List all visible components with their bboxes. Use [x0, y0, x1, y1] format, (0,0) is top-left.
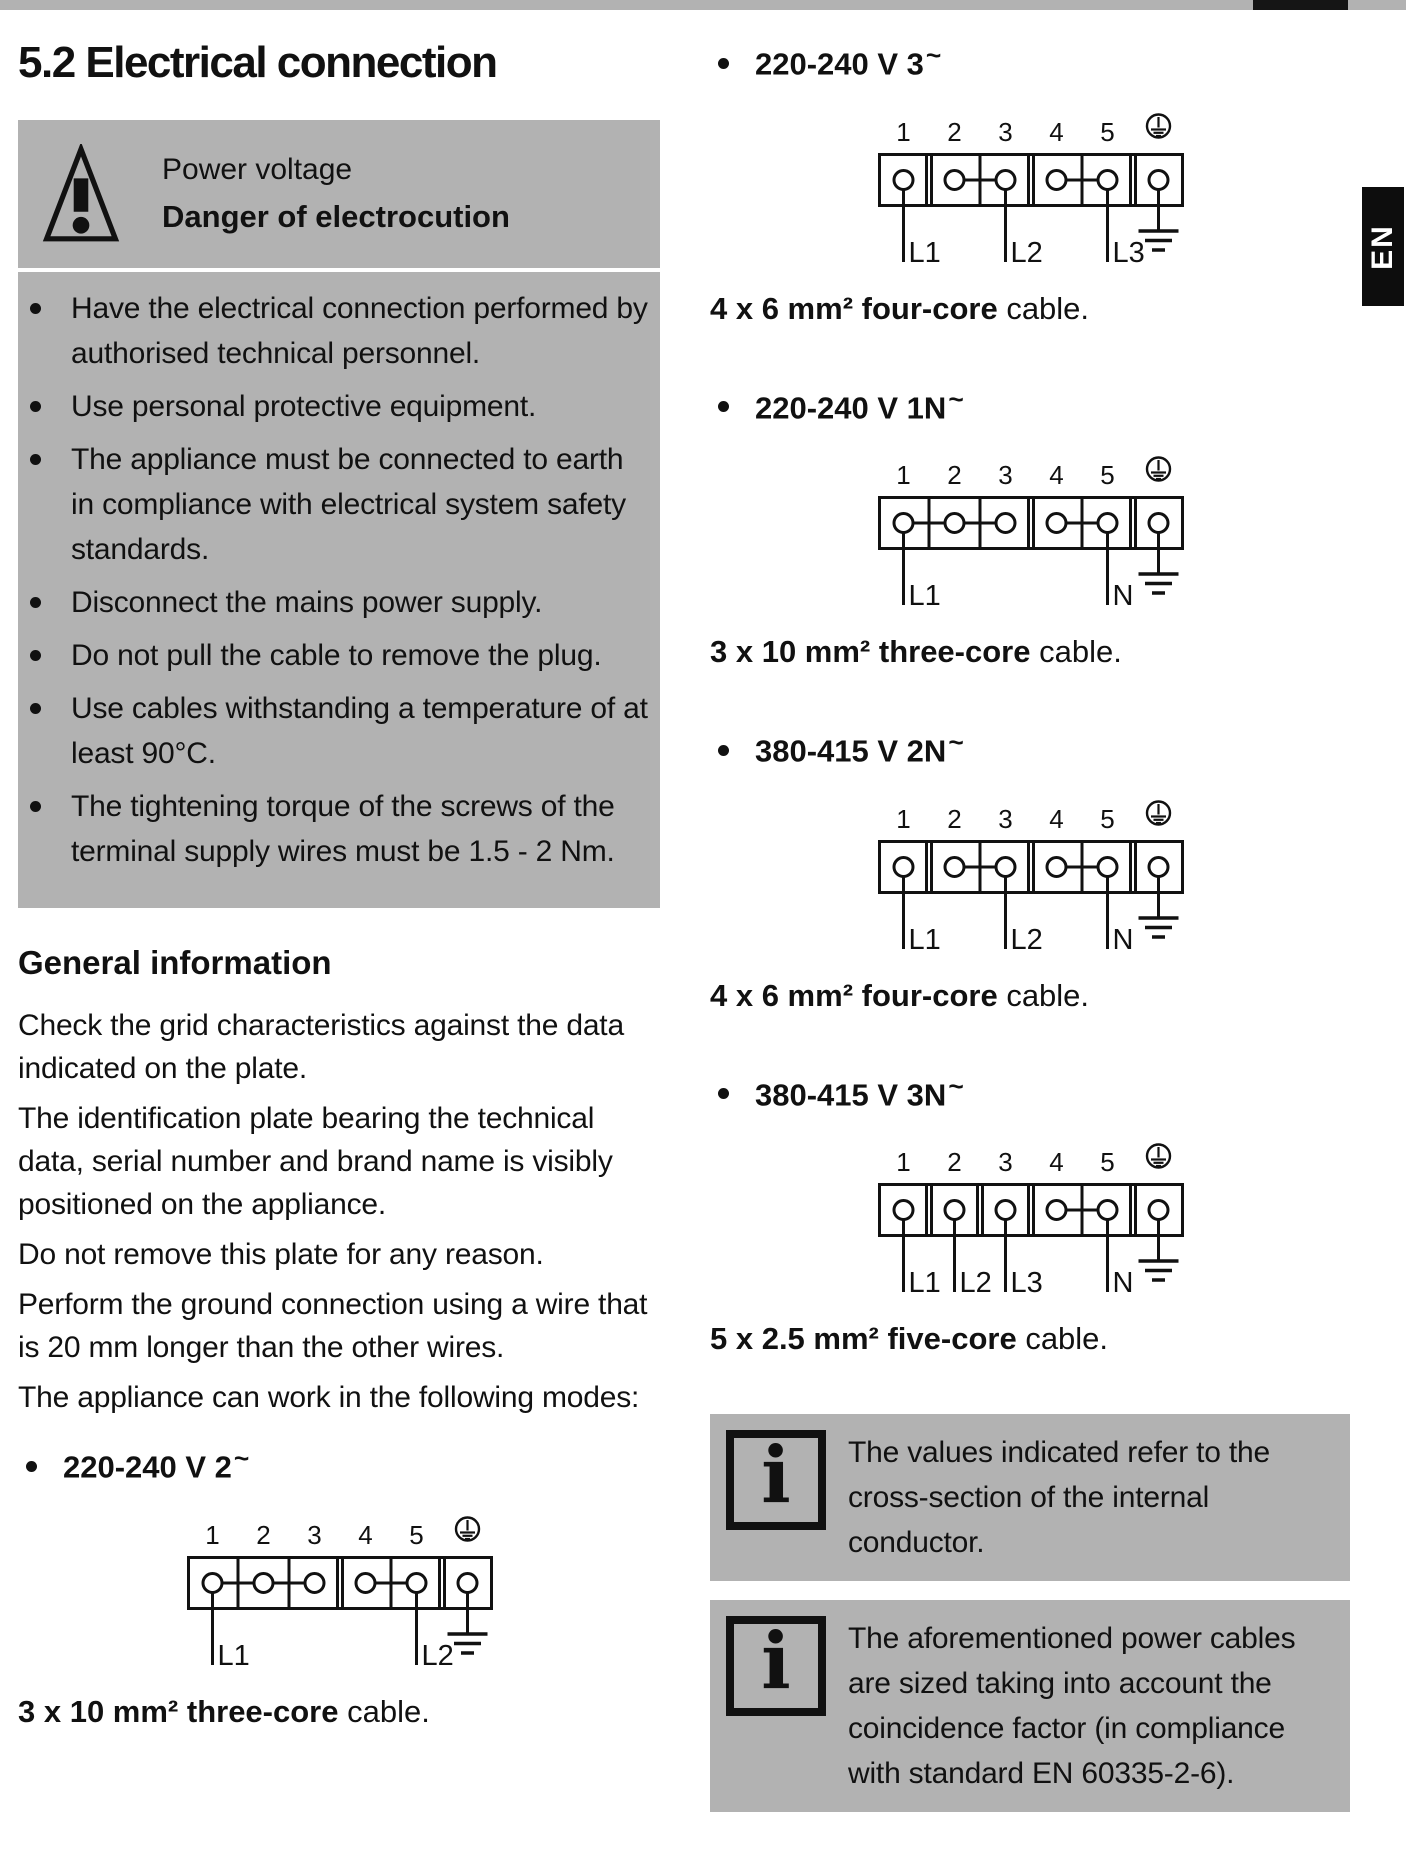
mode-voltage-text: 380-415 V 2N: [755, 733, 947, 769]
cable-caption-regular: cable.: [338, 1693, 430, 1729]
tilde-superscript: ~: [925, 40, 942, 70]
terminal-number: 1: [896, 460, 911, 491]
cable-caption-regular: cable.: [1030, 634, 1122, 670]
bullet-dot: [30, 454, 41, 465]
wire-label: L3: [1112, 236, 1145, 265]
mode-heading: [710, 1071, 1358, 1114]
terminal-number: 1: [896, 1147, 911, 1178]
bullet-dot: [30, 597, 41, 608]
terminal-screw: [996, 170, 1015, 189]
mode-voltage-text: 220-240 V 1N: [755, 390, 947, 426]
terminal-number: 2: [947, 116, 962, 147]
cable-caption-regular: cable.: [1016, 1321, 1109, 1357]
bullet-dot: [30, 650, 41, 661]
cable-caption: [18, 1694, 663, 1730]
right-column: [710, 10, 1358, 1831]
page-top-bar-accent: [1253, 0, 1348, 10]
warning-box-header: [18, 120, 660, 268]
terminal-screw: [894, 514, 913, 533]
left-column: [18, 10, 663, 1831]
terminal-number: 3: [998, 1147, 1013, 1178]
mode-voltage-label: [755, 727, 964, 770]
terminal-screw: [254, 1573, 273, 1592]
general-information-heading: General information: [18, 944, 332, 981]
mode-voltage-text: 220-240 V 3: [755, 46, 924, 82]
terminal-screw: [894, 857, 913, 876]
cable-caption-regular: cable.: [997, 290, 1090, 326]
mode-voltage-label: [755, 384, 964, 427]
warning-triangle-icon: [42, 144, 120, 244]
language-tab: [1362, 187, 1404, 306]
terminal-screw: [1149, 857, 1168, 876]
tilde-superscript: ~: [948, 1070, 964, 1101]
mode-voltage-text: 220-240 V 2: [63, 1449, 232, 1485]
connection-mode: [710, 727, 1358, 1014]
cable-caption-bold: 4 x 6 mm² four-core: [710, 290, 998, 326]
wire-label: L3: [1010, 1267, 1043, 1296]
terminal-number: 3: [998, 116, 1013, 147]
terminal-strip: [878, 154, 1184, 205]
paragraph: Perform the ground connection using a wire that is 20 mm longer than the other wires.: [18, 1288, 648, 1364]
terminal-number: 4: [1049, 803, 1064, 834]
warning-title: Power voltage: [162, 153, 353, 186]
terminal-diagram: [876, 456, 1206, 608]
cable-caption: [710, 291, 1358, 327]
paragraph: The appliance can work in the following modes:: [18, 1381, 640, 1414]
ground-icon: [1139, 533, 1179, 594]
left-mode-container: [18, 1443, 663, 1730]
terminal-number: 3: [998, 460, 1013, 491]
warning-bullet-item: [18, 633, 650, 678]
wire-label: L1: [217, 1639, 250, 1668]
cable-caption: [710, 1321, 1358, 1357]
warning-bullet-text: Disconnect the mains power supply.: [71, 586, 543, 619]
protective-earth-icon: [1147, 1145, 1170, 1168]
terminal-number: 5: [409, 1519, 424, 1550]
terminal-screw: [1149, 1201, 1168, 1220]
terminal-diagram: [876, 1143, 1206, 1295]
info-icon-glyph: i: [761, 1430, 791, 1522]
terminal-diagram: [876, 800, 1206, 952]
warning-bullet-text: The tightening torque of the screws of the terminal supply wires must be 1.5 - 2 Nm.: [71, 790, 615, 868]
terminal-screw: [1047, 514, 1066, 533]
info-note-text: The aforementioned power cables are sized taking into account the coincidence factor (in compliance with standard EN 60335-2-6).: [848, 1622, 1296, 1791]
terminal-number: 5: [1100, 803, 1115, 834]
mode-heading: [710, 40, 1358, 83]
paragraph: Check the grid characteristics against the data indicated on the plate.: [18, 1009, 624, 1085]
content-columns: [18, 10, 1358, 1831]
info-note-box: [710, 1414, 1350, 1581]
terminal-screw: [1149, 170, 1168, 189]
terminal-screw: [996, 857, 1015, 876]
wire-label: N: [1112, 580, 1134, 609]
cable-caption-bold: 4 x 6 mm² four-core: [710, 977, 998, 1013]
terminal-number: 1: [896, 803, 911, 834]
warning-bullet-text: Do not pull the cable to remove the plug.: [71, 639, 602, 672]
terminal-screw: [305, 1573, 324, 1592]
paragraph: The identification plate bearing the technical data, serial number and brand name is visibly positioned on the appliance.: [18, 1102, 613, 1221]
terminal-screw: [407, 1573, 426, 1592]
terminal-number: 1: [896, 116, 911, 147]
terminal-number: 5: [1100, 1147, 1115, 1178]
general-information-paragraphs: [18, 1004, 663, 1419]
wire-label: L2: [959, 1267, 992, 1296]
terminal-strip: [878, 1185, 1184, 1236]
cable-caption: [710, 634, 1358, 670]
terminal-number: 5: [1100, 460, 1115, 491]
paragraph: Do not remove this plate for any reason.: [18, 1238, 544, 1271]
info-icon-glyph: i: [761, 1616, 791, 1708]
bullet-dot: [718, 1088, 729, 1099]
terminal-screw: [1149, 514, 1168, 533]
terminal-screw: [894, 1201, 913, 1220]
terminal-screw: [945, 514, 964, 533]
protective-earth-icon: [1147, 801, 1170, 824]
mode-voltage-label: [755, 1071, 964, 1114]
terminal-number: 1: [205, 1519, 220, 1550]
terminal-number: 2: [947, 803, 962, 834]
bullet-dot: [30, 401, 41, 412]
mode-heading: [710, 384, 1358, 427]
terminal-screw: [1098, 514, 1117, 533]
terminal-screw: [356, 1573, 375, 1592]
right-modes-container: [710, 40, 1358, 1357]
wire-label: L2: [421, 1639, 454, 1668]
language-tab-label: EN: [1366, 223, 1399, 270]
terminal-screw: [203, 1573, 222, 1592]
terminal-strip: [878, 841, 1184, 892]
terminal-screw: [1047, 170, 1066, 189]
warning-subtitle: Danger of electrocution: [162, 199, 510, 234]
page-top-bar: [0, 0, 1406, 10]
mode-voltage-label: [755, 40, 941, 83]
wire-label: L1: [908, 236, 941, 265]
terminal-screw: [894, 170, 913, 189]
warning-bullet-item: [18, 437, 650, 572]
wire-label: N: [1112, 1267, 1134, 1296]
cable-caption-regular: cable.: [997, 977, 1090, 1013]
bullet-dot: [718, 745, 729, 756]
terminal-diagram: [185, 1516, 515, 1668]
terminal-number: 3: [307, 1519, 322, 1550]
cable-caption-bold: 3 x 10 mm² three-core: [18, 1693, 339, 1729]
terminal-screw: [1047, 1201, 1066, 1220]
info-icon: [726, 1616, 826, 1716]
warning-list: [18, 286, 660, 874]
warning-bullet-item: [18, 686, 650, 776]
wire-label: L2: [1010, 236, 1043, 265]
section-title: 5.2 Electrical connection: [18, 38, 497, 87]
cable-caption: [710, 978, 1358, 1014]
terminal-number: 3: [998, 803, 1013, 834]
terminal-number: 4: [358, 1519, 373, 1550]
mode-heading: [18, 1443, 663, 1486]
warning-bullet-item: [18, 384, 650, 429]
terminal-screw: [1047, 857, 1066, 876]
ground-icon: [1139, 876, 1179, 937]
warning-bullet-text: Use personal protective equipment.: [71, 390, 537, 423]
terminal-screw: [996, 514, 1015, 533]
wire-label: L1: [908, 580, 941, 609]
terminal-number: 5: [1100, 116, 1115, 147]
warning-bullet-text: The appliance must be connected to earth in compliance with electrical system safety standards.: [71, 443, 626, 566]
bullet-dot: [30, 801, 41, 812]
protective-earth-icon: [456, 1517, 479, 1540]
tilde-superscript: ~: [948, 727, 964, 758]
bullet-dot: [718, 58, 729, 69]
info-note-box: [710, 1600, 1350, 1812]
wire-label: L1: [908, 923, 941, 952]
terminal-number: 4: [1049, 1147, 1064, 1178]
terminal-screw: [996, 1201, 1015, 1220]
terminal-diagram: [876, 113, 1206, 265]
warning-bullet-text: Have the electrical connection performed by authorised technical personnel.: [71, 292, 648, 370]
protective-earth-icon: [1147, 458, 1170, 481]
warning-bullet-item: [18, 784, 650, 874]
info-boxes-container: [710, 1414, 1358, 1812]
terminal-screw: [458, 1573, 477, 1592]
connection-mode: [18, 1443, 663, 1730]
terminal-screw: [945, 170, 964, 189]
wire-label: L2: [1010, 923, 1043, 952]
bullet-dot: [30, 703, 41, 714]
terminal-screw: [1098, 857, 1117, 876]
tilde-superscript: ~: [233, 1443, 250, 1473]
bullet-dot: [718, 401, 729, 412]
bullet-dot: [30, 303, 41, 314]
warning-titles: [162, 153, 510, 235]
warning-bullet-item: [18, 580, 650, 625]
tilde-superscript: ~: [948, 383, 964, 414]
wire-label: L1: [908, 1267, 941, 1296]
cable-caption-bold: 5 x 2.5 mm² five-core: [710, 1321, 1017, 1357]
terminal-number: 2: [947, 460, 962, 491]
terminal-number: 4: [1049, 116, 1064, 147]
bullet-dot: [26, 1461, 37, 1472]
connection-mode: [710, 40, 1358, 327]
mode-voltage-label: [63, 1443, 249, 1486]
info-icon: [726, 1430, 826, 1530]
info-note-text: The values indicated refer to the cross-section of the internal conductor.: [848, 1436, 1270, 1560]
terminal-screw: [945, 857, 964, 876]
warning-bullet-text: Use cables withstanding a temperature of at least 90°C.: [71, 692, 648, 770]
terminal-number: 2: [947, 1147, 962, 1178]
terminal-number: 4: [1049, 460, 1064, 491]
terminal-screw: [1098, 1201, 1117, 1220]
wire-label: N: [1112, 923, 1134, 952]
connection-mode: [710, 384, 1358, 671]
mode-heading: [710, 727, 1358, 770]
terminal-screw: [1098, 170, 1117, 189]
warning-bullet-item: [18, 286, 650, 376]
terminal-number: 2: [256, 1519, 271, 1550]
ground-icon: [1139, 1220, 1179, 1281]
warning-box-body: [18, 272, 660, 908]
cable-caption-bold: 3 x 10 mm² three-core: [710, 634, 1031, 670]
connection-mode: [710, 1071, 1358, 1358]
terminal-screw: [945, 1201, 964, 1220]
protective-earth-icon: [1147, 114, 1170, 137]
mode-voltage-text: 380-415 V 3N: [755, 1077, 947, 1113]
